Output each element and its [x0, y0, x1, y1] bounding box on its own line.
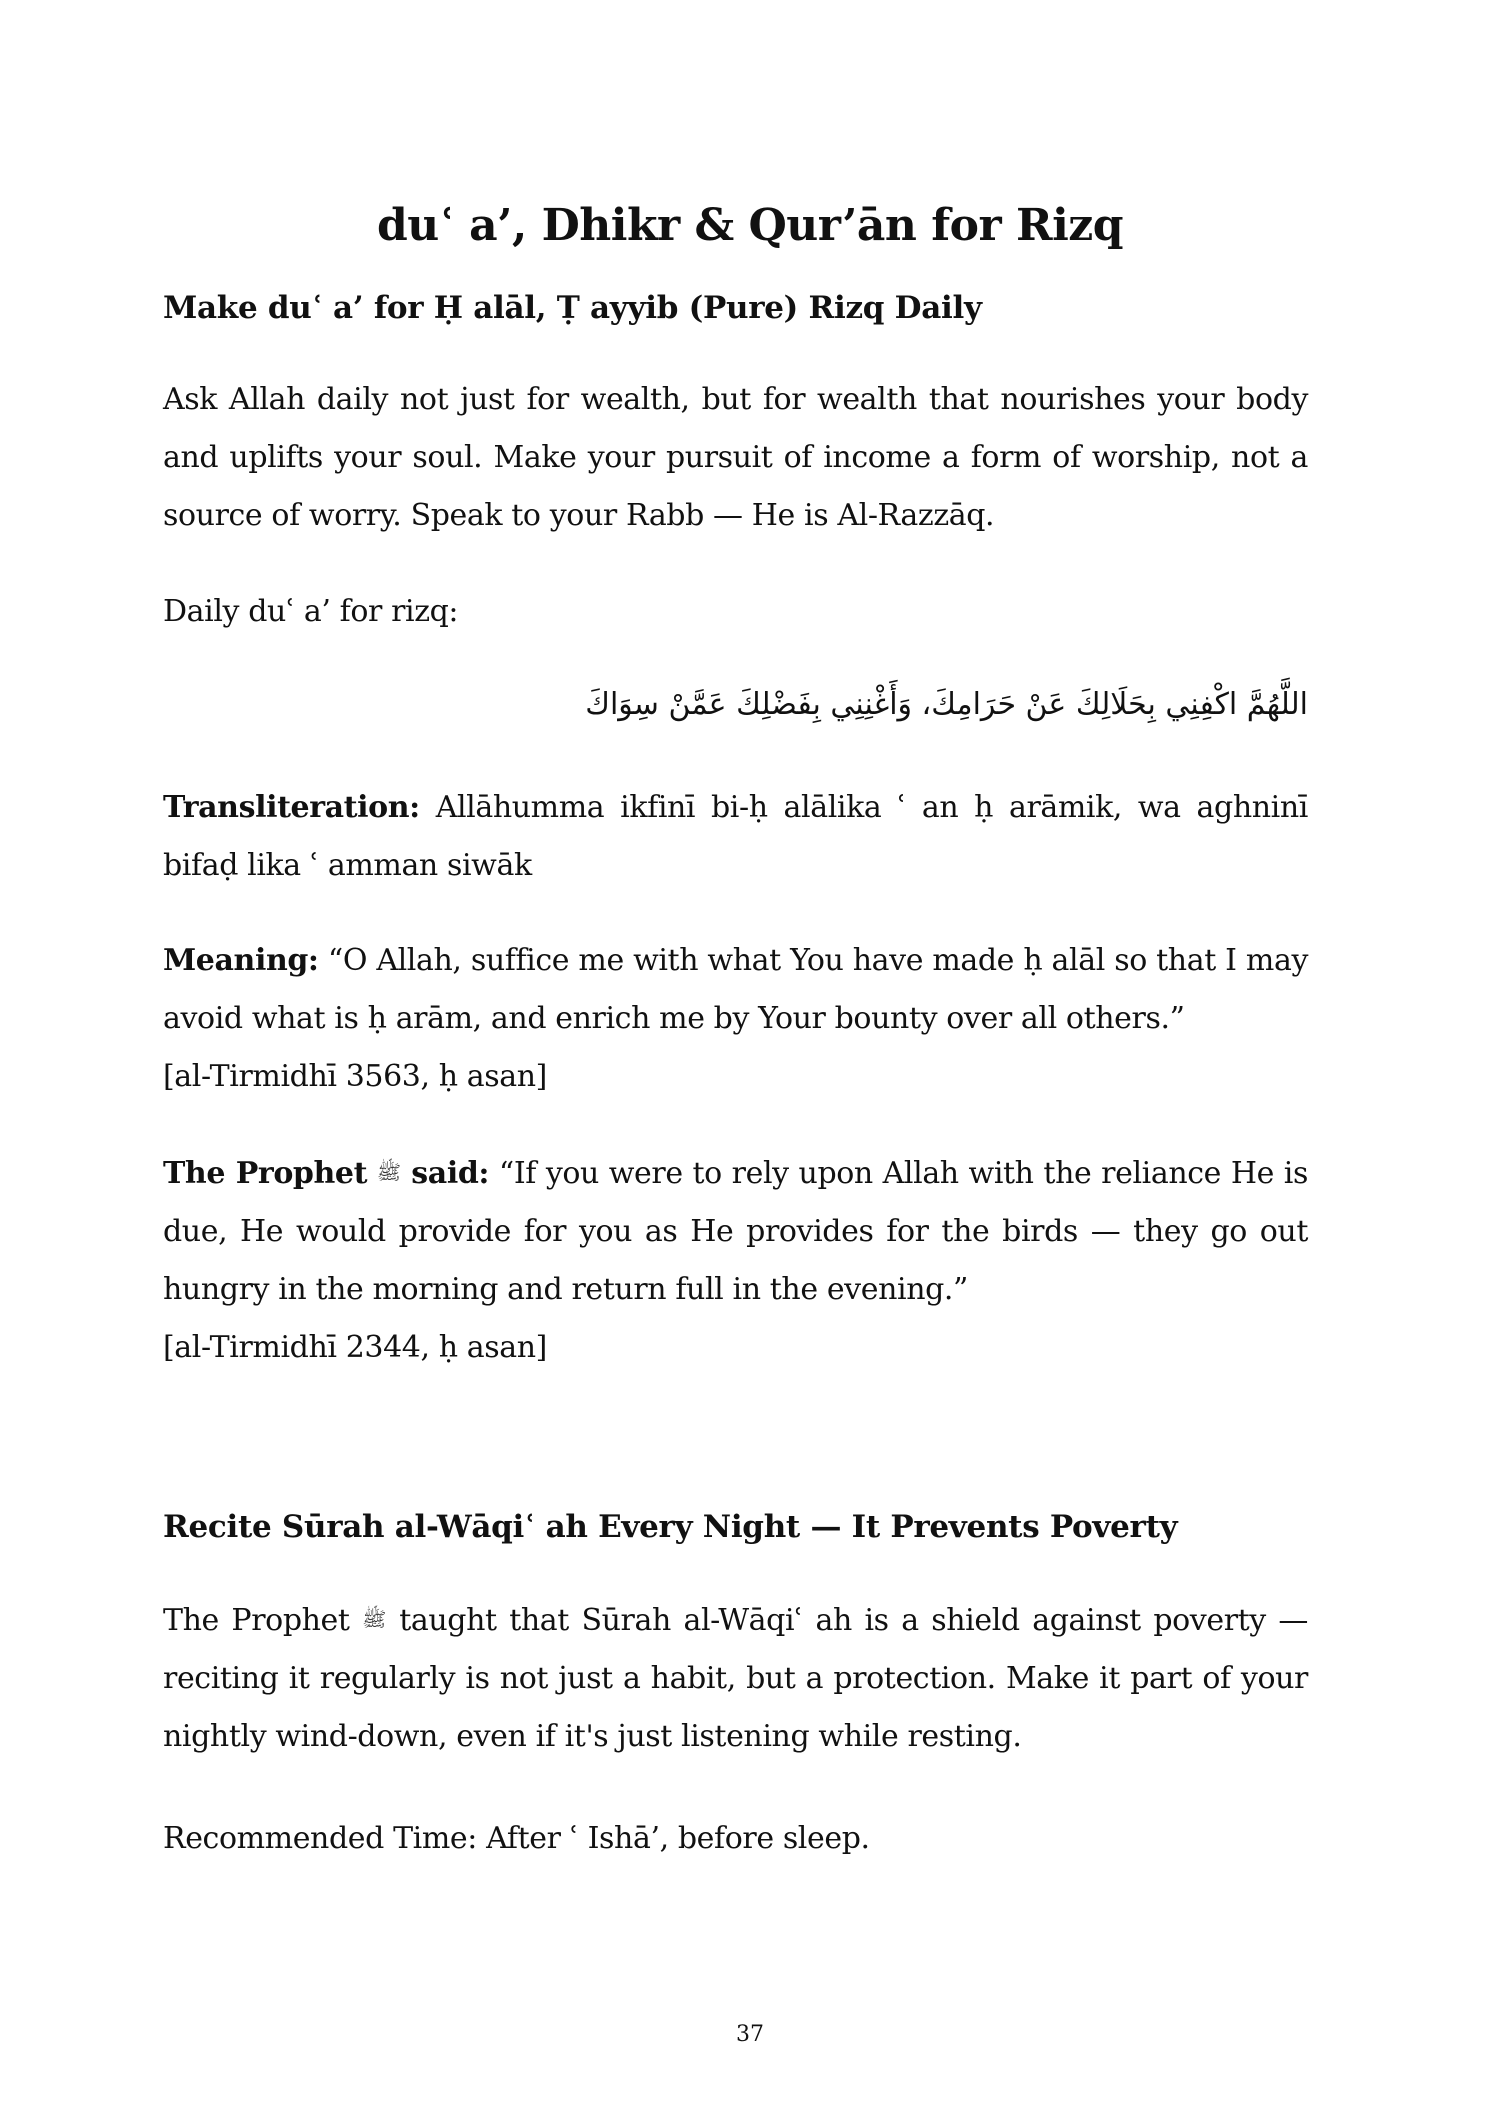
salawat-honorific-icon: ﷺ: [376, 1160, 402, 1184]
meaning-source: [al-Tirmidhī 3563, ḥ asan]: [163, 1059, 547, 1094]
waqiah-paragraph: [163, 1590, 1308, 1766]
page-title: duʿ a’, Dhikr & Qur’ān for Rizq: [376, 200, 1124, 251]
meaning-paragraph: [163, 932, 1308, 1106]
salawat-honorific-icon: ﷺ: [362, 1607, 387, 1631]
transliteration-paragraph: [163, 779, 1308, 895]
hadith-source: [al-Tirmidhī 2344, ḥ asan]: [163, 1330, 547, 1365]
page-number: 37: [736, 2022, 764, 2047]
intro-paragraph: Ask Allah daily not just for wealth, but for wealth that nourishes your body and uplifts your soul. Make your pursuit of income a form of worship, not a source of worry. Speak to your Rabb — He is Al-Razzāq.: [163, 382, 1308, 533]
waqiah-text-post: taught that Sūrah al-Wāqiʿ ah is a shield against poverty — reciting it regularly is not just a habit, but a protection. Make it part of your nightly wind-down, even if it's just listening while resting.: [163, 1603, 1308, 1754]
recommended-time: Recommended Time: After ʿ Ishā’, before sleep.: [163, 1821, 870, 1856]
waqiah-text-pre: The Prophet: [163, 1603, 350, 1638]
section-heading-halal-rizq: Make duʿ a’ for Ḥ alāl, Ṭ ayyib (Pure) Rizq Daily: [163, 290, 982, 326]
hadith-label-pre: The Prophet: [163, 1156, 368, 1191]
hadith-label-post: said:: [411, 1156, 490, 1191]
dua-label: Daily duʿ a’ for rizq:: [163, 594, 459, 629]
hadith-paragraph: [163, 1143, 1308, 1377]
meaning-text: “O Allah, suffice me with what You have made ḥ alāl so that I may avoid what is ḥ arām, and enrich me by Your bounty over all others.”: [163, 943, 1308, 1036]
meaning-label: Meaning:: [163, 943, 319, 978]
section-heading-surah-waqiah: Recite Sūrah al-Wāqiʿ ah Every Night — It Prevents Poverty: [163, 1509, 1178, 1545]
transliteration-text: Allāhumma ikfinī bi-ḥ alālika ʿ an ḥ arāmik, wa aghninī bifaḍ lika ʿ amman siwāk: [163, 790, 1308, 883]
arabic-dua: اللَّهُمَّ اكْفِنِي بِحَلَالِكَ عَنْ حَرَامِكَ، وَأَغْنِنِي بِفَضْلِكَ عَمَّنْ سِوَاكَ: [585, 687, 1308, 722]
transliteration-label: Transliteration:: [163, 790, 420, 825]
hadith-text: “If you were to rely upon Allah with the reliance He is due, He would provide for you as He provides for the birds — they go out hungry in the morning and return full in the evening.”: [163, 1156, 1308, 1307]
